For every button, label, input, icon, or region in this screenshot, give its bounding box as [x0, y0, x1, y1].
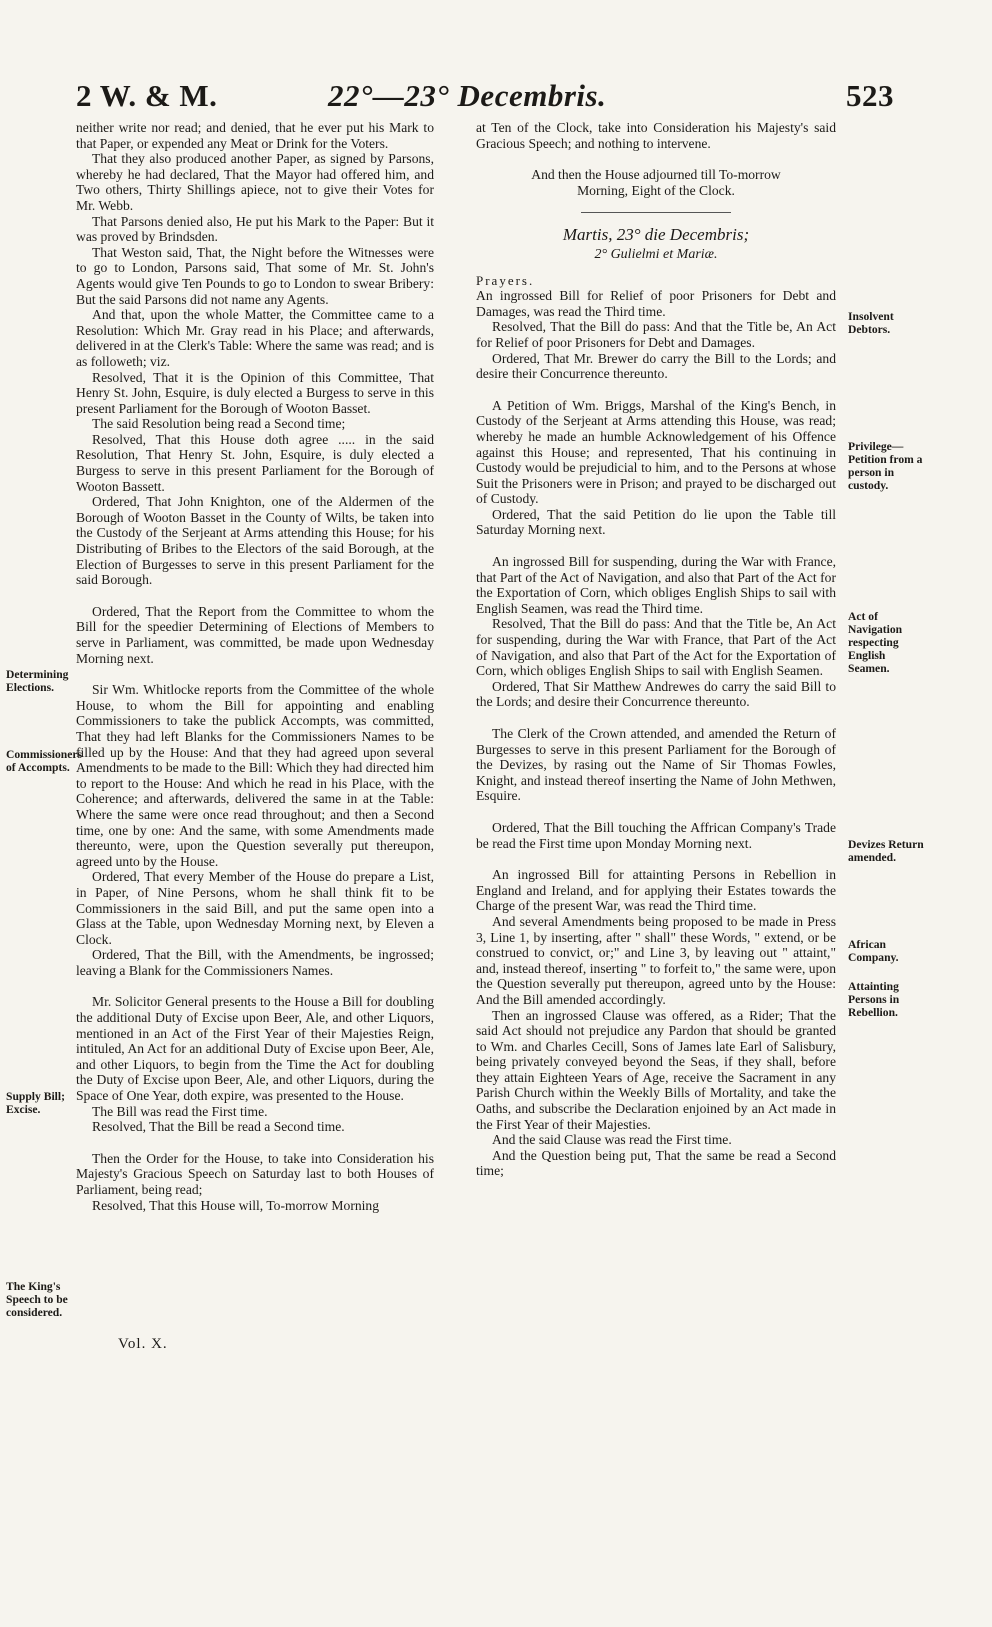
paragraph: An ingrossed Bill for suspending, during the War with France, that Part of the Act of Navigation, and also that Part of the Act for the Exportation of Corn, which obliges English Ships to sail with English Seamen, was read the Third time. [476, 554, 836, 616]
paragraph: Then an ingrossed Clause was offered, as a Rider; That the said Act should not prejudice any Pardon that should be granted to Wm. and Charles Cecill, Sons of James late Earl of Salisbury, being privately conveyed beyond the Seas, if they shall, before they attain Eighteen Years of Age, receive the Sacrament in any Parish Church within the Weekly Bills of Mortality, and take the Oaths, and subscribe the Declaration enjoined by an Act made in the First Year of their Majesties. [476, 1007, 836, 1132]
paragraph: Ordered, That the Bill touching the Affrican Company's Trade be read the First time upon Monday Morning next. [476, 819, 836, 851]
prayers-heading: Prayers. [476, 272, 535, 288]
margin-note: Devizes Return amended. [848, 838, 924, 864]
right-column [476, 120, 836, 1179]
adjournment: And then the House adjourned till To-morrow Morning, Eight of the Clock. [531, 167, 781, 198]
sitting-date: Martis, 23° die Decembris; [562, 225, 750, 245]
margin-note: African Company. [848, 938, 899, 964]
margin-note: Attainting Persons in Rebellion. [848, 980, 900, 1019]
paragraph: Ordered, That every Member of the House do prepare a List, in Paper, of Nine Persons, whom he shall think fit to be Commissioners in the said Bill, and put the same open into a Glass at the Table, upon Wednesday Morning next, by Eleven a Clock. [76, 869, 434, 947]
margin-note: Act of Navigation respecting English Seamen. [848, 610, 903, 675]
paragraph: Ordered, That Sir Matthew Andrewes do carry the said Bill to the Lords; and desire their Concurrence thereunto. [476, 678, 836, 710]
paragraph: at Ten of the Clock, take into Consideration his Majesty's said Gracious Speech; and nothing to intervene. [476, 120, 836, 151]
paragraph: An ingrossed Bill for Relief of poor Prisoners for Debt and Damages, was read the Third time. [476, 288, 836, 319]
paragraph: Ordered, That the Bill, with the Amendments, be ingrossed; leaving a Blank for the Commissioners Names. [76, 947, 434, 978]
margin-note: The King's Speech to be considered. [6, 1280, 68, 1319]
paragraph: The said Resolution being read a Second time; [92, 416, 346, 432]
paragraph: The Bill was read the First time. [92, 1103, 268, 1119]
paragraph: Ordered, That the said Petition do lie upon the Table till Saturday Morning next. [476, 506, 836, 538]
paragraph: Ordered, That Mr. Brewer do carry the Bill to the Lords; and desire their Concurrence thereunto. [476, 350, 836, 382]
paragraph: That they also produced another Paper, as signed by Parsons, whereby he had declared, That the Mayor had offered him, and Two others, Thirty Shillings apiece, not to give their Votes for Mr. Webb. [76, 151, 434, 213]
left-column [76, 120, 434, 1213]
paragraph: And that, upon the whole Matter, the Committee came to a Resolution: Which Mr. Gray read in his Place; and afterwards, delivered in at the Clerk's Table: Where the same was read; and is as followeth; viz. [76, 307, 434, 369]
volume-footer: Vol. X. [118, 1336, 168, 1352]
margin-note: Supply Bill; Excise. [6, 1090, 65, 1116]
paragraph: Resolved, That the Bill be read a Second time. [92, 1119, 345, 1135]
paragraph: Resolved, That this House will, To-morrow Morning [92, 1197, 380, 1213]
header-regnal-year: 2 W. & M. [76, 78, 218, 113]
paragraph: A Petition of Wm. Briggs, Marshal of the King's Bench, in Custody of the Serjeant at Arms attending this House, was read; whereby he made an humble Acknowledgement of his Offence against this House; and represented, That his continuing in Custody would be prejudicial to him, and to the Persons at whose Suit the Prisoners were in Prison; and prayed to be discharged out of Custody. [476, 397, 836, 507]
paragraph: Resolved, That it is the Opinion of this Committee, That Henry St. John, Esquire, is duly elected a Burgess to serve in this present Parliament for the Borough of Wooton Basset. [76, 369, 434, 416]
paragraph: And several Amendments being proposed to be made in Press 3, Line 1, by inserting, after " shall" these Words, " extend, or be construed to convict, or;" and Line 3, by leaving out " attaint," and, instead thereof, inserting " to forfeit to," the same were, upon the Question severally put thereupon, agreed unto by the House: And the Bill amended accordingly. [476, 913, 836, 1007]
paragraph: That Parsons denied also, He put his Mark to the Paper: But it was proved by Brindsden. [76, 213, 434, 245]
paragraph: Resolved, That this House doth agree ..... in the said Resolution, That Henry St. John, Esquire, is duly elected a Burgess to serve in this present Parliament for the Borough of Wooton Bassett. [76, 431, 434, 494]
paragraph: Ordered, That John Knighton, one of the Aldermen of the Borough of Wooton Basset in the County of Wilts, be taken into the Custody of the Serjeant at Arms attending this House; for his Distributing of Bribes to the Electors of the said Borough, at the Election of Burgesses to serve in this present Parliament for the said Borough. [76, 494, 434, 588]
paragraph: Sir Wm. Whitlocke reports from the Committee of the whole House, to whom the Bill for appointing and enabling Commissioners to take the publick Accompts, was committed, That they had left Blanks for the Commissioners Names to be filled up by the House: And that they had agreed upon several Amendments to be made to the Bill: Which they had directed him to report to the House: And which he read in his Place, with the Coherence; and afterwards, delivered the same in at the Table: Where the same were once read throughout; and then a Second time, one by one: And the same, with some Amendments made thereunto, were, upon the Question severally put thereupon, agreed unto by the House. [76, 682, 435, 869]
page-number: 523 [846, 78, 894, 113]
paragraph: Ordered, That the Report from the Committee to whom the Bill for the speedier Determining of Elections of Members to serve in Parliament, was committed, be made upon Wednesday Morning next. [76, 603, 434, 666]
paragraph: Mr. Solicitor General presents to the House a Bill for doubling the additional Duty of Excise upon Beer, Ale, and other Liquors, mentioned in an Act of the First Year of their Majesties Reign, intituled, An Act for an additional Duty of Excise upon Beer, Ale, and other Liquors, to begin from the Time the Act for doubling the Duty of Excise upon Beer, Ale, and other Liquors, during the Space of One Year, doth expire, was presented to the House. [76, 994, 434, 1104]
paragraph: The Clerk of the Crown attended, and amended the Return of Burgesses to serve in this present Parliament for the Borough of the Devizes, by rasing out the Name of Sir Thomas Fowles, Knight, and instead thereof inserting the Name of John Methwen, Esquire. [476, 726, 836, 804]
paragraph: neither write nor read; and denied, that he ever put his Mark to that Paper, or expended any Meat or Drink for the Voters. [76, 120, 434, 151]
paragraph: That Weston said, That, the Night before the Witnesses were to go to London, Parsons said, That some of Mr. St. John's Agents would give Ten Pounds to go to London to swear Bribery: But the said Parsons did not name any Agents. [76, 244, 434, 307]
margin-note: Insolvent Debtors. [848, 310, 894, 336]
paragraph: And the Question being put, That the same be read a Second time; [476, 1147, 836, 1179]
margin-note: Commissioners of Accompts. [6, 748, 82, 774]
paragraph: Resolved, That the Bill do pass: And that the Title be, An Act for Relief of poor Prisoners for Debt and Damages. [476, 319, 836, 350]
regnal-subtitle: 2° Gulielmi et Mariæ. [594, 246, 718, 262]
paragraph: Resolved, That the Bill do pass: And that the Title be, An Act for suspending, during the War with France, that Part of the Act of Navigation, and also that Part of the Act for the Exportation of Corn, which obliges English Ships to sail with English Seamen. [476, 616, 836, 679]
margin-note: Determining Elections. [6, 668, 69, 694]
paragraph: Then the Order for the House, to take into Consideration his Majesty's Gracious Speech on Saturday last to both Houses of Parliament, being read; [76, 1150, 434, 1197]
paragraph: An ingrossed Bill for attainting Persons in Rebellion in England and Ireland, and for applying their Estates towards the Charge of the present War, was read the Third time. [476, 867, 836, 914]
margin-note: Privilege—Petition from a person in custody. [848, 440, 923, 492]
section-rule [581, 212, 731, 213]
header-date: 22°—23° Decembris. [328, 78, 607, 113]
paragraph: And the said Clause was read the First time. [492, 1132, 732, 1148]
